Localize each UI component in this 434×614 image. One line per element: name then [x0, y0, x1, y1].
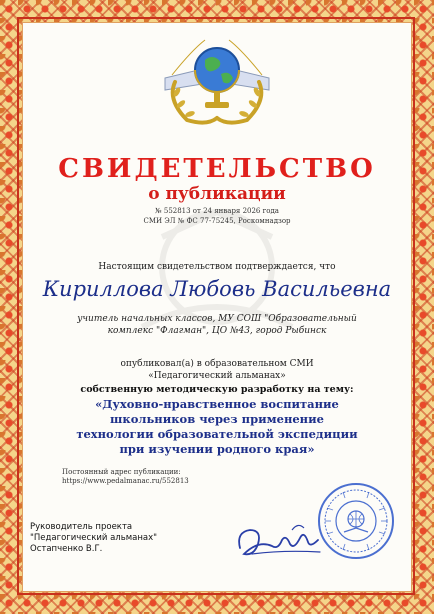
signer-org: "Педагогический альманах"	[30, 533, 158, 543]
publication-link[interactable]: https://www.pedalmanac.ru/552813	[62, 477, 189, 485]
recipient-name: Кириллова Любовь Васильевна	[42, 277, 392, 301]
signature-icon	[232, 510, 327, 570]
certificate-title: СВИДЕТЕЛЬСТВО	[58, 154, 376, 184]
publication-topic: «Духовно-нравственное воспитание школьников через применение технологии образовательной экспедиции при изучении родного края»	[76, 397, 358, 456]
signer-block	[30, 522, 157, 555]
own-work-line: собственную методическую разработку на тему:	[80, 384, 354, 395]
globe-emblem-icon	[157, 30, 277, 128]
certificate-subtitle: о публикации	[148, 184, 286, 204]
signer-name: Остапченко В.Г.	[30, 544, 103, 554]
address-label: Постоянный адрес публикации:	[62, 468, 181, 476]
certificate-paper	[22, 22, 412, 592]
signer-role: Руководитель проекта	[30, 522, 133, 532]
confirm-text: Настоящим свидетельством подтверждается, что	[98, 262, 336, 272]
registration-info: СМИ ЭЛ № ФС 77-75245, Роскомнадзор	[143, 217, 291, 225]
recipient-position: учитель начальных классов, МУ СОШ "Образовательный комплекс "Флагман", ЦО №43, город Рыбинск	[77, 314, 357, 336]
round-stamp-icon	[317, 482, 395, 560]
published-line-1: опубликовал(а) в образовательном СМИ	[120, 359, 314, 369]
published-line-2: «Педагогический альманах»	[148, 371, 286, 381]
certificate-number: № 552813 от 24 января 2026 года	[155, 207, 279, 215]
